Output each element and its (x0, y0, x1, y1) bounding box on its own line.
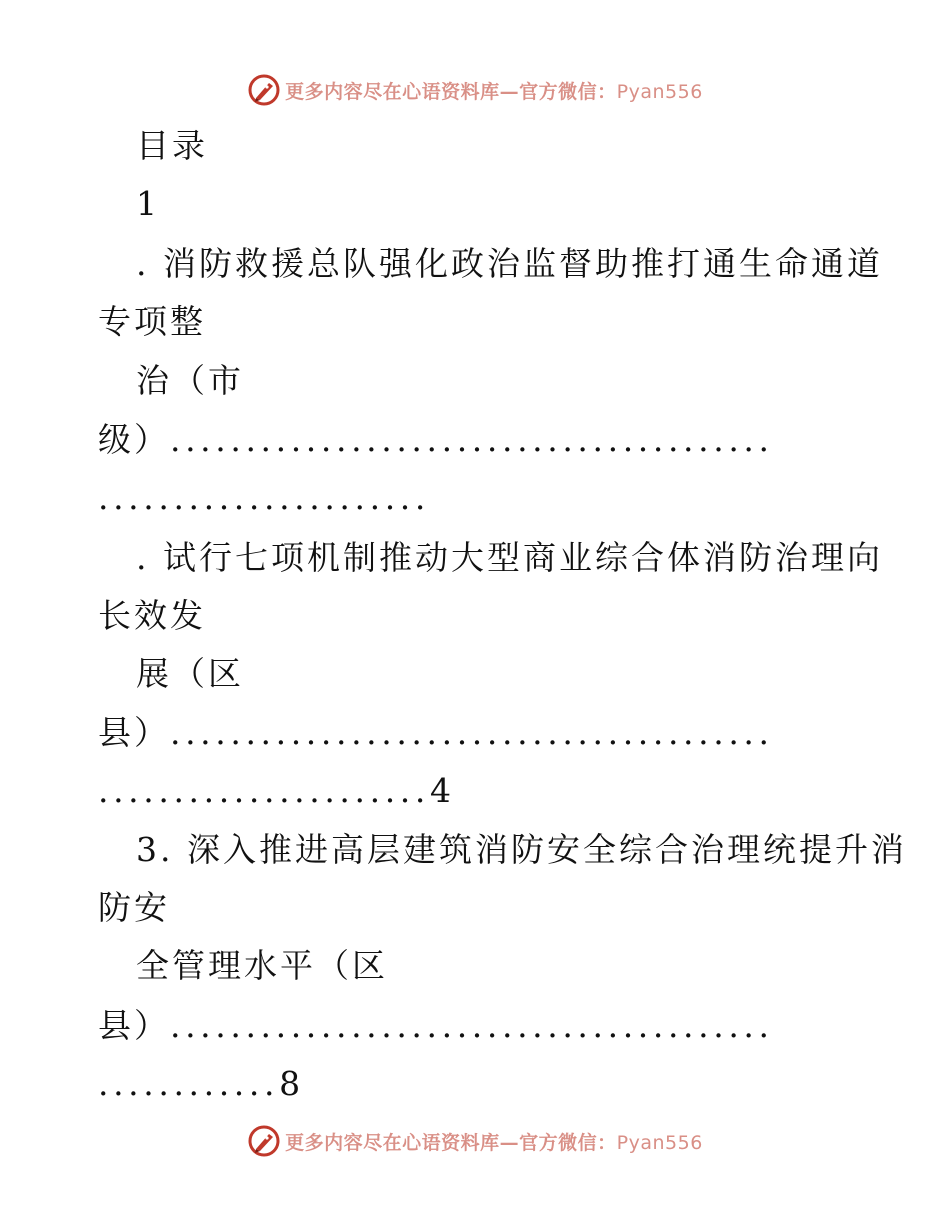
toc-entry-2-leader-cont: ......................4 (98, 771, 454, 810)
footer-watermark (0, 1121, 950, 1161)
toc-first-number: 1 (136, 184, 160, 223)
toc-entry-2-line-2: 长效发 (98, 596, 206, 635)
toc-entry-1-leader-cont: ...................... (98, 478, 430, 517)
toc-entry-1-line-2: 专项整 (98, 302, 206, 341)
pen-logo-icon (247, 1124, 281, 1158)
pen-logo-icon (247, 73, 281, 107)
watermark-text: 更多内容尽在心语资料库—官方微信：Pyan556 (285, 80, 703, 103)
toc-title: 目录 (136, 126, 208, 165)
watermark-text: 更多内容尽在心语资料库—官方微信：Pyan556 (285, 1131, 703, 1154)
toc-entry-2-line-1: . 试行七项机制推动大型商业综合体消防治理向 (136, 538, 883, 577)
toc-entry-3-page: 8 (279, 1064, 304, 1103)
toc-entry-1-line-3: 治（市 (136, 361, 244, 400)
toc-entry-3-line-1: 3. 深入推进高层建筑消防安全综合治理统提升消 (136, 830, 907, 869)
toc-entry-2-line-3: 展（区 (136, 654, 244, 693)
toc-entry-1-leader: 级）........................................ (98, 420, 774, 459)
toc-entry-1-line-1: . 消防救援总队强化政治监督助推打通生命通道 (136, 244, 883, 283)
toc-entry-3-line-3: 全管理水平（区 (136, 946, 388, 985)
toc-entry-3-line-2: 防安 (98, 888, 170, 927)
toc-entry-3-leader-cont: ............8 (98, 1064, 304, 1103)
toc-entry-2-leader: 县）........................................ (98, 713, 774, 752)
toc-entry-3-leader: 县）........................................ (98, 1006, 774, 1045)
toc-entry-2-page: 4 (429, 771, 454, 810)
header-watermark (0, 70, 950, 110)
